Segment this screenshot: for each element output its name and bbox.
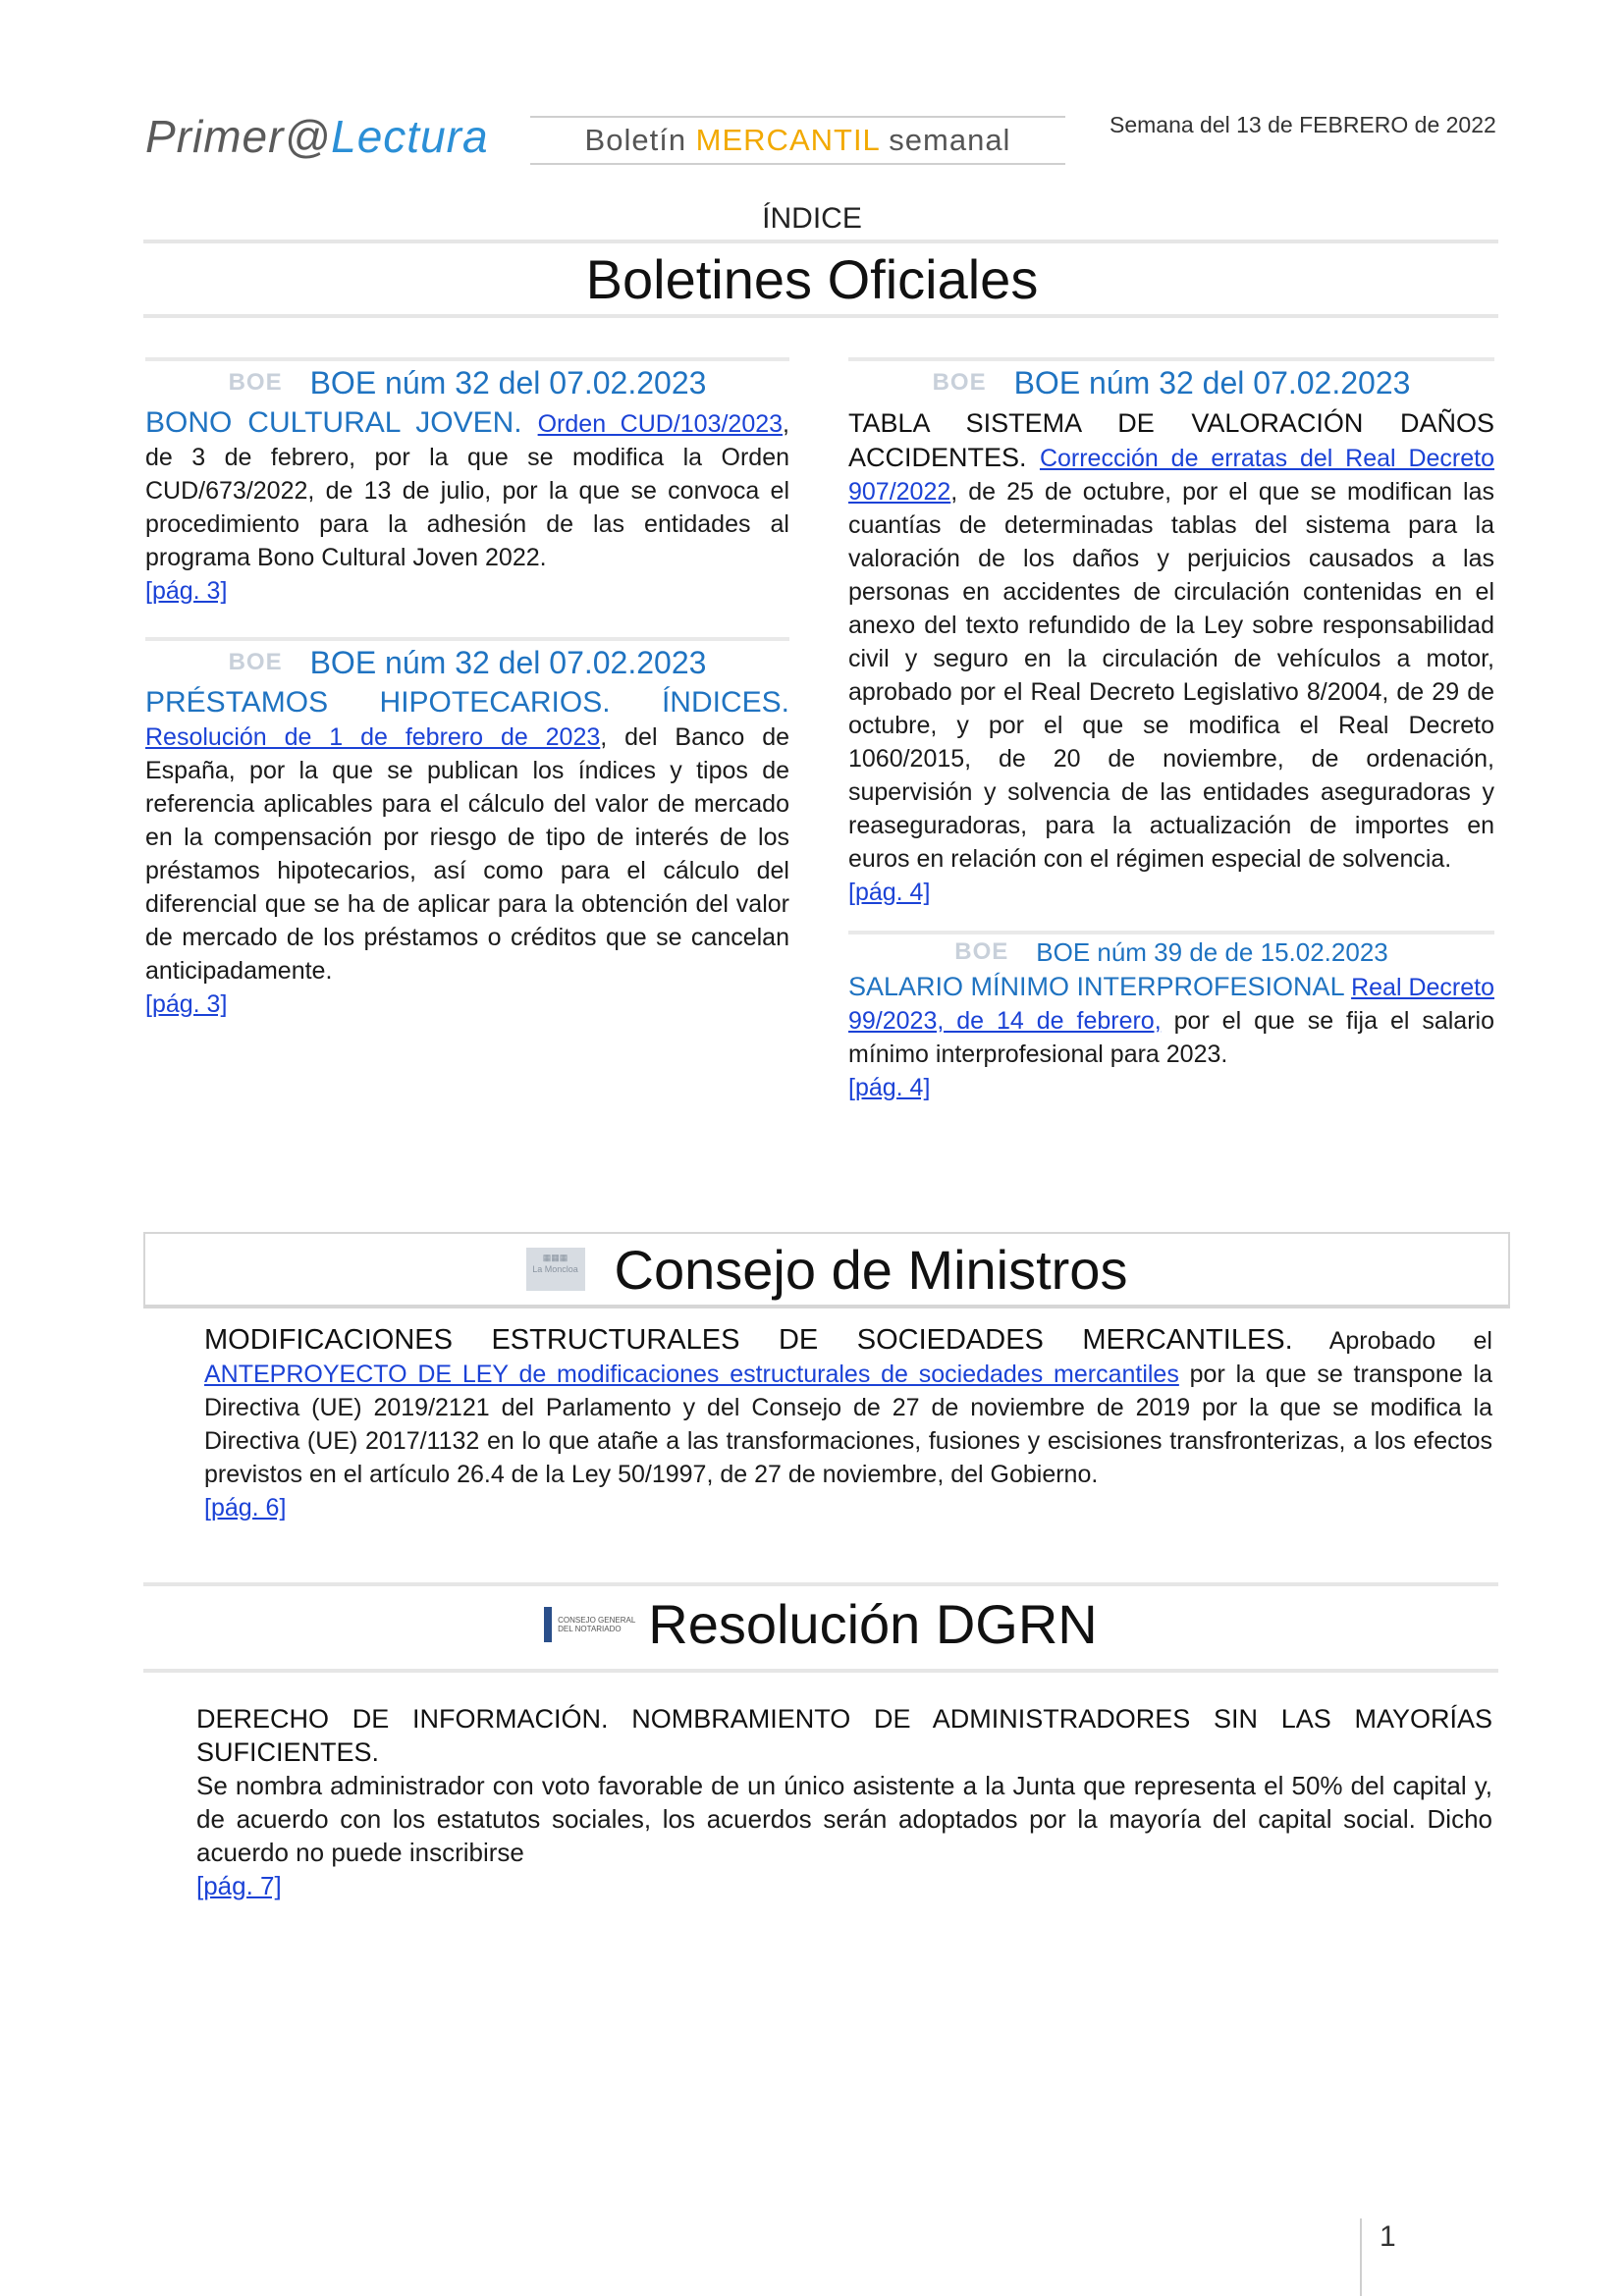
page-link[interactable]: [pág. 3] bbox=[145, 990, 228, 1018]
divider bbox=[143, 1669, 1498, 1673]
notary-logo: CONSEJO GENERAL DEL NOTARIADO bbox=[544, 1605, 638, 1644]
entry-link[interactable]: Real Decreto 99/2023, de 14 de febrero, bbox=[848, 974, 1494, 1035]
entry-body: , de 3 de febrero, por la que se modifica la Orden CUD/673/2022, de 13 de julio, por la que se convoca el procedimiento para la adhesión de las entidades al programa Bono Cultural Joven 2022. bbox=[145, 410, 789, 571]
entry-topic: BONO CULTURAL JOVEN. bbox=[145, 406, 538, 439]
entry-prestamos bbox=[145, 686, 789, 1021]
entry-link[interactable]: Resolución de 1 de febrero de 2023 bbox=[145, 723, 601, 751]
page-number-divider bbox=[1360, 2218, 1362, 2296]
page-link[interactable]: [pág. 7] bbox=[196, 1871, 282, 1900]
section-header-dgrn bbox=[143, 1592, 1498, 1656]
entry-body: , de 25 de octubre, por el que se modifican las cuantías de determinadas tablas del sistema para la valoración de los daños y perjuicios causados a las personas en accidentes de circulación contenidas en el anexo del texto refundido de la Ley sobre responsabilidad civil y seguro en la circulación de vehículos a motor, aprobado por el Real Decreto Legislativo 8/2004, de 29 de octubre, y por el que se modifica el Real Decreto 1060/2015, de 20 de noviembre, de ordenación, supervisión y solvencia de las entidades aseguradoras y reaseguradoras, para la actualización de importes en euros en relación con el régimen especial de solvencia. bbox=[848, 478, 1494, 873]
bulletin-prefix: Boletín bbox=[584, 123, 696, 157]
brand-logo bbox=[145, 110, 489, 163]
boe-header bbox=[145, 357, 789, 404]
week-label: Semana del 13 de FEBRERO de 2022 bbox=[1110, 112, 1496, 137]
divider bbox=[143, 314, 1498, 318]
boe-logo: BOE bbox=[932, 369, 987, 396]
entry-topic: PRÉSTAMOS HIPOTECARIOS. ÍNDICES. bbox=[145, 686, 789, 719]
entry-tabla-valoracion bbox=[848, 406, 1494, 909]
boe-heading: BOE núm 32 del 07.02.2023 bbox=[309, 364, 707, 400]
brand-part1: Primer@ bbox=[145, 111, 332, 162]
bulletin-suffix: semanal bbox=[879, 123, 1011, 157]
entry-bono-cultural bbox=[145, 406, 789, 608]
entry-topic: MODIFICACIONES ESTRUCTURALES DE SOCIEDADES MERCANTILES. bbox=[204, 1324, 1293, 1356]
divider bbox=[143, 1582, 1498, 1586]
index-label: ÍNDICE bbox=[762, 202, 862, 235]
divider bbox=[143, 240, 1498, 243]
entry-body: por el que se fija el salario mínimo interprofesional para 2023. bbox=[848, 1007, 1494, 1068]
entry-salario-minimo bbox=[848, 970, 1494, 1104]
page-link[interactable]: [pág. 4] bbox=[848, 1074, 931, 1101]
entry-topic: DERECHO DE INFORMACIÓN. NOMBRAMIENTO DE ADMINISTRADORES SIN LAS MAYORÍAS SUFICIENTES. bbox=[196, 1704, 1492, 1767]
entry-body: , del Banco de España, por la que se publican los índices y tipos de referencia aplicables para el cálculo del valor de mercado en la compensación por riesgo de tipo de interés de los préstamos hipotecarios, así como para el cálculo del diferencial que se ha de aplicar para la obtención del valor de mercado de los préstamos o créditos que se cancelan anticipadamente. bbox=[145, 723, 790, 985]
brand-part2: Lectura bbox=[331, 111, 489, 162]
boe-heading: BOE núm 39 de de 15.02.2023 bbox=[1036, 936, 1388, 967]
entry-body: Se nombra administrador con voto favorable de un único asistente a la Junta que representa el 50% del capital y, de acuerdo con los estatutos sociales, los acuerdos serán adoptados por la mayoría del capital social. Dicho acuerdo no puede inscribirse bbox=[196, 1771, 1492, 1867]
entry-modificaciones bbox=[204, 1323, 1492, 1524]
left-column bbox=[145, 357, 789, 1021]
page-link[interactable]: [pág. 4] bbox=[848, 879, 931, 906]
boe-logo: BOE bbox=[228, 369, 283, 396]
boe-heading: BOE núm 32 del 07.02.2023 bbox=[1013, 364, 1411, 400]
entry-topic: TABLA SISTEMA DE VALORACIÓN DAÑOS ACCIDENTES. bbox=[848, 408, 1494, 472]
entry-topic: SALARIO MÍNIMO INTERPROFESIONAL bbox=[848, 972, 1352, 1001]
section-header-consejo bbox=[143, 1232, 1510, 1308]
entry-link[interactable]: ANTEPROYECTO DE LEY de modificaciones estructurales de sociedades mercantiles bbox=[204, 1361, 1179, 1388]
boe-header bbox=[145, 637, 789, 684]
moncloa-logo: ▦▦▦ La Moncloa bbox=[526, 1248, 585, 1291]
bulletin-highlight: MERCANTIL bbox=[695, 123, 880, 157]
entry-link[interactable]: Orden CUD/103/2023 bbox=[537, 410, 784, 438]
boe-header bbox=[848, 931, 1494, 970]
page-number: 1 bbox=[1380, 2220, 1396, 2253]
section-title-dgrn: Resolución DGRN bbox=[648, 1593, 1098, 1655]
entry-intro: Aprobado el bbox=[1292, 1327, 1492, 1355]
entry-derecho-informacion bbox=[196, 1702, 1492, 1902]
entry-link[interactable]: Corrección de erratas del Real Decreto 907/2022 bbox=[848, 445, 1494, 506]
page-link[interactable]: [pág. 6] bbox=[204, 1494, 287, 1522]
right-column bbox=[848, 357, 1494, 1104]
boe-heading: BOE núm 32 del 07.02.2023 bbox=[309, 644, 707, 680]
page-link[interactable]: [pág. 3] bbox=[145, 577, 228, 605]
entry-body: por la que se transpone la Directiva (UE) 2019/2121 del Parlamento y del Consejo de 27 de noviembre de 2019 por la que se modifica la Directiva (UE) 2017/1132 en lo que atañe a las transformaciones, fusiones y escisiones transfronterizas, a los efectos previstos en el artículo 26.4 de la Ley 50/1997, de 27 de noviembre, del Gobierno. bbox=[204, 1361, 1492, 1488]
section-title-consejo: Consejo de Ministros bbox=[614, 1238, 1128, 1301]
section-title-boletines: Boletines Oficiales bbox=[585, 248, 1039, 310]
boe-logo: BOE bbox=[954, 938, 1009, 965]
boe-header bbox=[848, 357, 1494, 404]
boe-logo: BOE bbox=[228, 649, 283, 675]
bulletin-title bbox=[530, 116, 1065, 165]
